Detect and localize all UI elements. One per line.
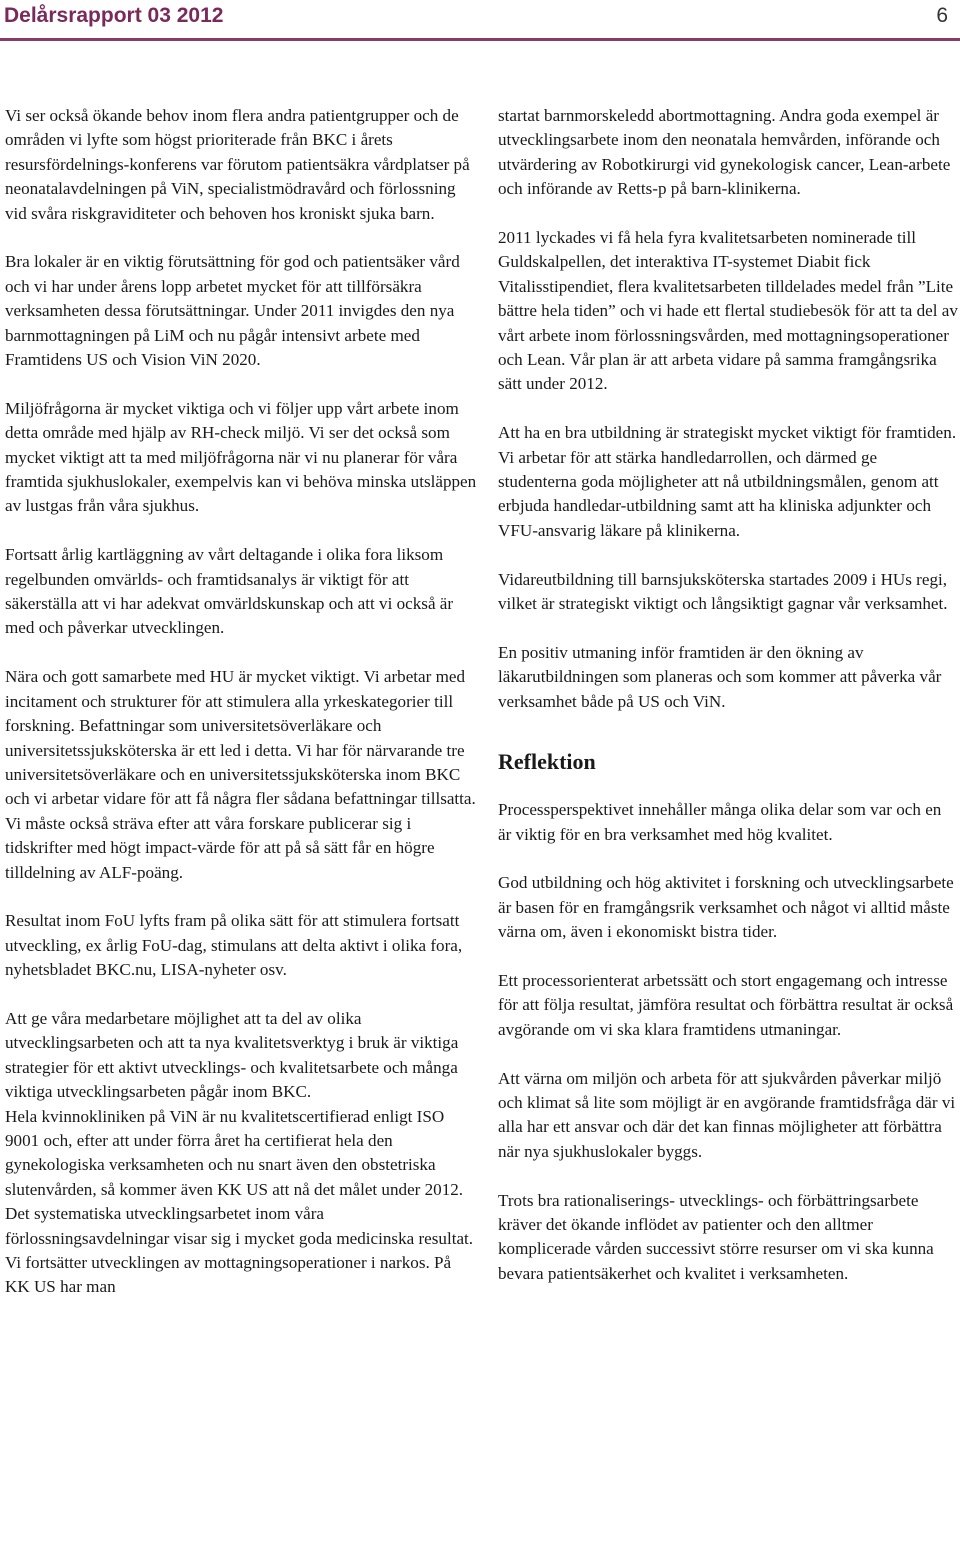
paragraph: Processperspektivet innehåller många olika delar som var och en är viktig för en bra verksamhet med hög kvalitet.	[498, 800, 942, 844]
paragraph: Fortsatt årlig kartläggning av vårt deltagande i olika fora liksom regelbunden omvärlds- och framtidsanalys är viktigt för att säkerställa att vi har adekvat omvärldskunskap och att vi också är med och påverkar utvecklingen.	[5, 545, 454, 638]
paragraph: Ett processorienterat arbetssätt och stort engagemang och intresse för att följa resultat, jämföra resultat och förbättra resultat är också avgörande om vi ska klara framtidens utmaningar.	[498, 970, 954, 1039]
paragraph: Nära och gott samarbete med HU är mycket viktigt. Vi arbetar med incitament och strukturer för att stimulera alla yrkeskategorier till forskning. Befattningar som universitetsöverläkare och universitetssjuksköterska är ett led i detta. Vi har för närvarande tre universitetsöverläkare och en universitetssjuksköterska inom BKC och vi arbetar vidare för att få några fler sådana befattningar tillsatta. Vi måste också sträva efter att våra forskare publicerar sig i tidskrifter med högt impact-värde för att på så sätt får en högre tilldelning av ALF-poäng.	[5, 667, 476, 882]
left-column	[5, 104, 477, 1300]
paragraph: 2011 lyckades vi få hela fyra kvalitetsarbeten nominerade till Guldskalpellen, det interaktiva IT-systemet Diabit fick Vitalisstipendiet, flera kvalitetsarbeten tilldelades medel från ”Lite bättre hela tiden” och vi hade ett flertal studiebesök för att ta del av vårt arbete inom förlossningsvården, med mottagningsoperationer och Lean. Vår plan är att arbeta vidare på samma framgångsrika sätt under 2012.	[498, 228, 958, 394]
paragraph: Bra lokaler är en viktig förutsättning för god och patientsäker vård och vi har under årens lopp arbetet mycket för att tillförsäkra verksamheten dessa förutsättningar. Under 2011 invigdes den nya barnmottagningen på LiM och nu pågår intensivt arbete med Framtidens US och Vision ViN 2020.	[5, 252, 460, 370]
page-number: 6	[936, 4, 948, 27]
paragraph: Att ge våra medarbetare möjlighet att ta del av olika utvecklingsarbeten och att ta nya kvalitetsverktyg i bruk är viktiga strategier för ett aktivt utvecklings- och kvalitetsarbete och många viktiga utvecklingsarbeten pågår inom BKC.	[5, 1008, 459, 1102]
paragraph: Att ha en bra utbildning är strategiskt mycket viktigt för framtiden. Vi arbetar för att stärka handledarrollen, och därmed ge studenterna goda möjligheter att nå utbildningsmålen, genom att erbjuda handledar-utbildning samt att ha kliniska adjunkter och VFU-ansvarig läkare på klinikerna.	[498, 423, 957, 540]
page-header	[0, 0, 960, 40]
paragraph: Det systematiska utvecklingsarbetet inom våra förlossningsavdelningar visar sig i mycket goda medicinska resultat. Vi fortsätter utvecklingen av mottagningsoperationer i narkos. På KK US har man	[5, 1204, 474, 1297]
paragraph: Trots bra rationaliserings- utvecklings- och förbättringsarbete kräver det ökande inflödet av patienter och den alltmer komplicerade vården successivt större resurser om vi ska kunna bevara patientsäkerhet och kvalitet i verksamheten.	[498, 1190, 934, 1283]
paragraph: Resultat inom FoU lyfts fram på olika sätt för att stimulera fortsatt utveckling, ex årlig FoU-dag, stimulans att delta aktivt i olika fora, nyhetsbladet BKC.nu, LISA-nyheter osv.	[5, 911, 463, 980]
paragraph: En positiv utmaning inför framtiden är den ökning av läkarutbildningen som planeras och som kommer att påverka vår verksamhet både på US och ViN.	[498, 642, 942, 711]
paragraph: Hela kvinnokliniken på ViN är nu kvalitetscertifierad enligt ISO 9001 och, efter att under förra året ha certifierat hela den gynekologiska verksamheten och nu snart även den obstetriska slutenvården, så kommer även KK US att nå det målet under 2012.	[5, 1106, 464, 1199]
paragraph: startat barnmorskeledd abortmottagning. Andra goda exempel är utvecklingsarbete inom den neonatala hemvården, införande och utvärdering av Robotkirurgi vid gynekologisk cancer, Lean-arbete och införande av Retts-p på barn-klinikerna.	[498, 106, 951, 199]
paragraph: Miljöfrågorna är mycket viktiga och vi följer upp vårt arbete inom detta område med hjälp av RH-check miljö. Vi ser det också som mycket viktigt att ta med miljöfrågorna när vi nu planerar för våra framtida sjukhuslokaler, exempelvis kan vi behöva minska utsläppen av lustgas från våra sjukhus.	[5, 398, 477, 516]
header-divider	[0, 38, 960, 41]
report-title: Delårsrapport 03 2012	[4, 4, 224, 27]
paragraph: Vidareutbildning till barnsjuksköterska startades 2009 i HUs regi, vilket är strategiskt viktigt och långsiktigt gagnar vår verksamhet.	[498, 569, 948, 614]
paragraph: God utbildning och hög aktivitet i forskning och utvecklingsarbete är basen för en framgångsrik verksamhet och något vi alltid måste värna om, även i ekonomiskt bistra tider.	[498, 873, 954, 942]
paragraph: Att värna om miljön och arbeta för att sjukvården påverkar miljö och klimat så lite som möjligt är en avgörande framtidsfråga där vi alla har ett ansvar och där det kan finnas möjligheter att förbättra när nya sjukhuslokaler byggs.	[498, 1068, 956, 1161]
right-column	[498, 104, 958, 1311]
section-heading: Reflektion	[498, 749, 596, 775]
paragraph: Vi ser också ökande behov inom flera andra patientgrupper och de områden vi lyfte som högst prioriterade från BKC i årets resursfördelnings-konferens var förutom patientsäkra vårdplatser på neonatalavdelningen på ViN, specialistmödravård och förlossning vid svåra riskgraviditeter och behoven hos kroniskt sjuka barn.	[5, 106, 470, 223]
